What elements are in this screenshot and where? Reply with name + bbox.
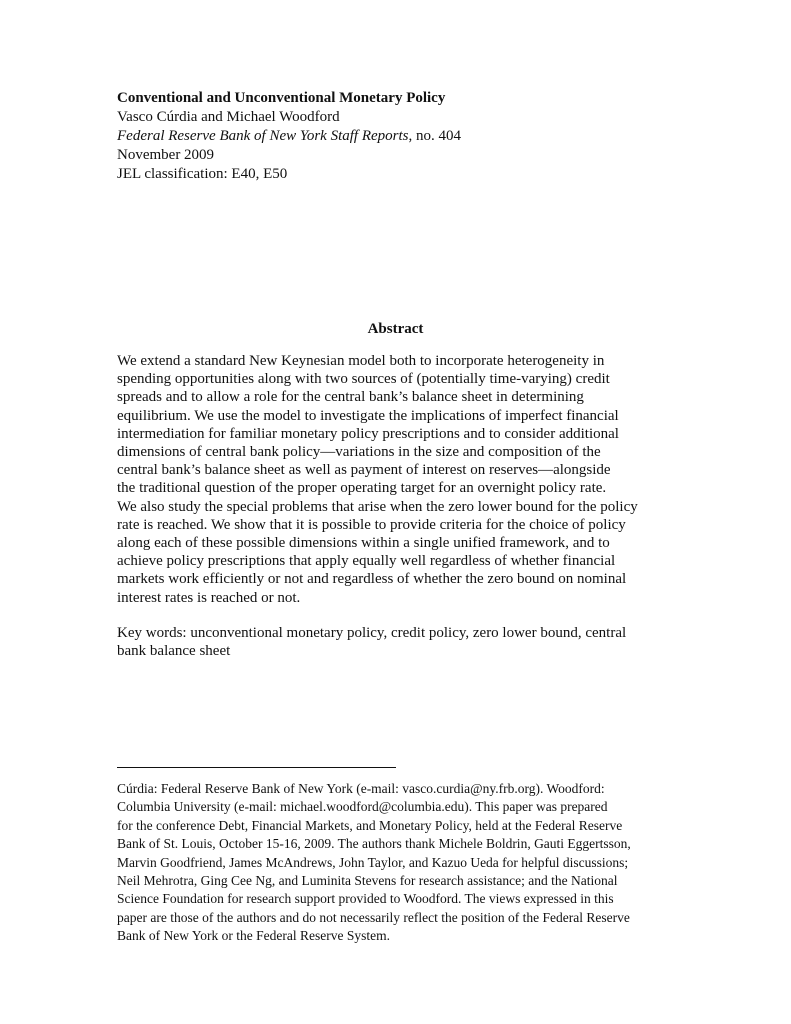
keywords-line: Key words: unconventional monetary policy, credit policy, zero lower bound, central [117, 625, 627, 641]
footnote-line: Bank of New York or the Federal Reserve System. [117, 928, 390, 944]
abstract-line: interest rates is reached or not. [117, 589, 301, 606]
paper-title: Conventional and Unconventional Monetary Policy [117, 90, 446, 106]
footnote-line: paper are those of the authors and do not necessarily reflect the position of the Federal Reserve [117, 909, 630, 925]
footnote-line: Cúrdia: Federal Reserve Bank of New York (e-mail: vasco.curdia@ny.frb.org). Woodford: [117, 781, 605, 796]
paper-header [117, 89, 461, 184]
jel-classification: JEL classification: E40, E50 [117, 166, 288, 182]
abstract-line: dimensions of central bank policy—variations in the size and composition of the [117, 444, 601, 461]
keywords-line: bank balance sheet [117, 643, 231, 660]
paper-authors: Vasco Cúrdia and Michael Woodford [117, 109, 340, 125]
series-number: , no. 404 [408, 128, 461, 144]
footnote-line: Columbia University (e-mail: michael.woodford@columbia.edu). This paper was prepared [117, 799, 608, 815]
abstract-line: equilibrium. We use the model to investigate the implications of imperfect financial [117, 407, 619, 424]
footnote-line: Bank of St. Louis, October 15-16, 2009. The authors thank Michele Boldrin, Gauti Eggertsson, [117, 836, 631, 852]
abstract-line: We extend a standard New Keynesian model both to incorporate heterogeneity in [117, 353, 605, 369]
footnote-divider [117, 767, 396, 768]
abstract-line: achieve policy prescriptions that apply equally well regardless of whether financial [117, 553, 616, 570]
paper-date: November 2009 [117, 147, 215, 163]
abstract-line: We also study the special problems that arise when the zero lower bound for the policy [117, 498, 638, 515]
footnote-line: for the conference Debt, Financial Markets, and Monetary Policy, held at the Federal Reserve [117, 817, 623, 833]
abstract-line: along each of these possible dimensions within a single unified framework, and to [117, 535, 610, 552]
abstract-line: spending opportunities along with two sources of (potentially time-varying) credit [117, 371, 610, 388]
paper-series-line [117, 127, 461, 146]
abstract-body [117, 352, 677, 607]
keywords [117, 624, 677, 660]
abstract-line: markets work efficiently or not and regardless of whether the zero bound on nominal [117, 571, 627, 588]
footnote [117, 780, 677, 946]
footnote-line: Science Foundation for research support provided to Woodford. The views expressed in this [117, 891, 614, 907]
abstract-heading: Abstract [367, 321, 424, 337]
footnote-line: Neil Mehrotra, Ging Cee Ng, and Luminita Stevens for research assistance; and the National [117, 873, 618, 889]
abstract-line: central bank’s balance sheet as well as payment of interest on reserves—alongside [117, 462, 611, 479]
abstract-line: rate is reached. We show that it is possible to provide criteria for the choice of policy [117, 516, 626, 533]
abstract-line: intermediation for familiar monetary policy prescriptions and to consider additional [117, 425, 619, 442]
abstract-line: spreads and to allow a role for the central bank’s balance sheet in determining [117, 389, 584, 406]
series-name: Federal Reserve Bank of New York Staff Reports [117, 128, 409, 144]
footnote-line: Marvin Goodfriend, James McAndrews, John Taylor, and Kazuo Ueda for helpful discussions; [117, 854, 629, 870]
abstract-line: the traditional question of the proper operating target for an overnight policy rate. [117, 480, 607, 497]
